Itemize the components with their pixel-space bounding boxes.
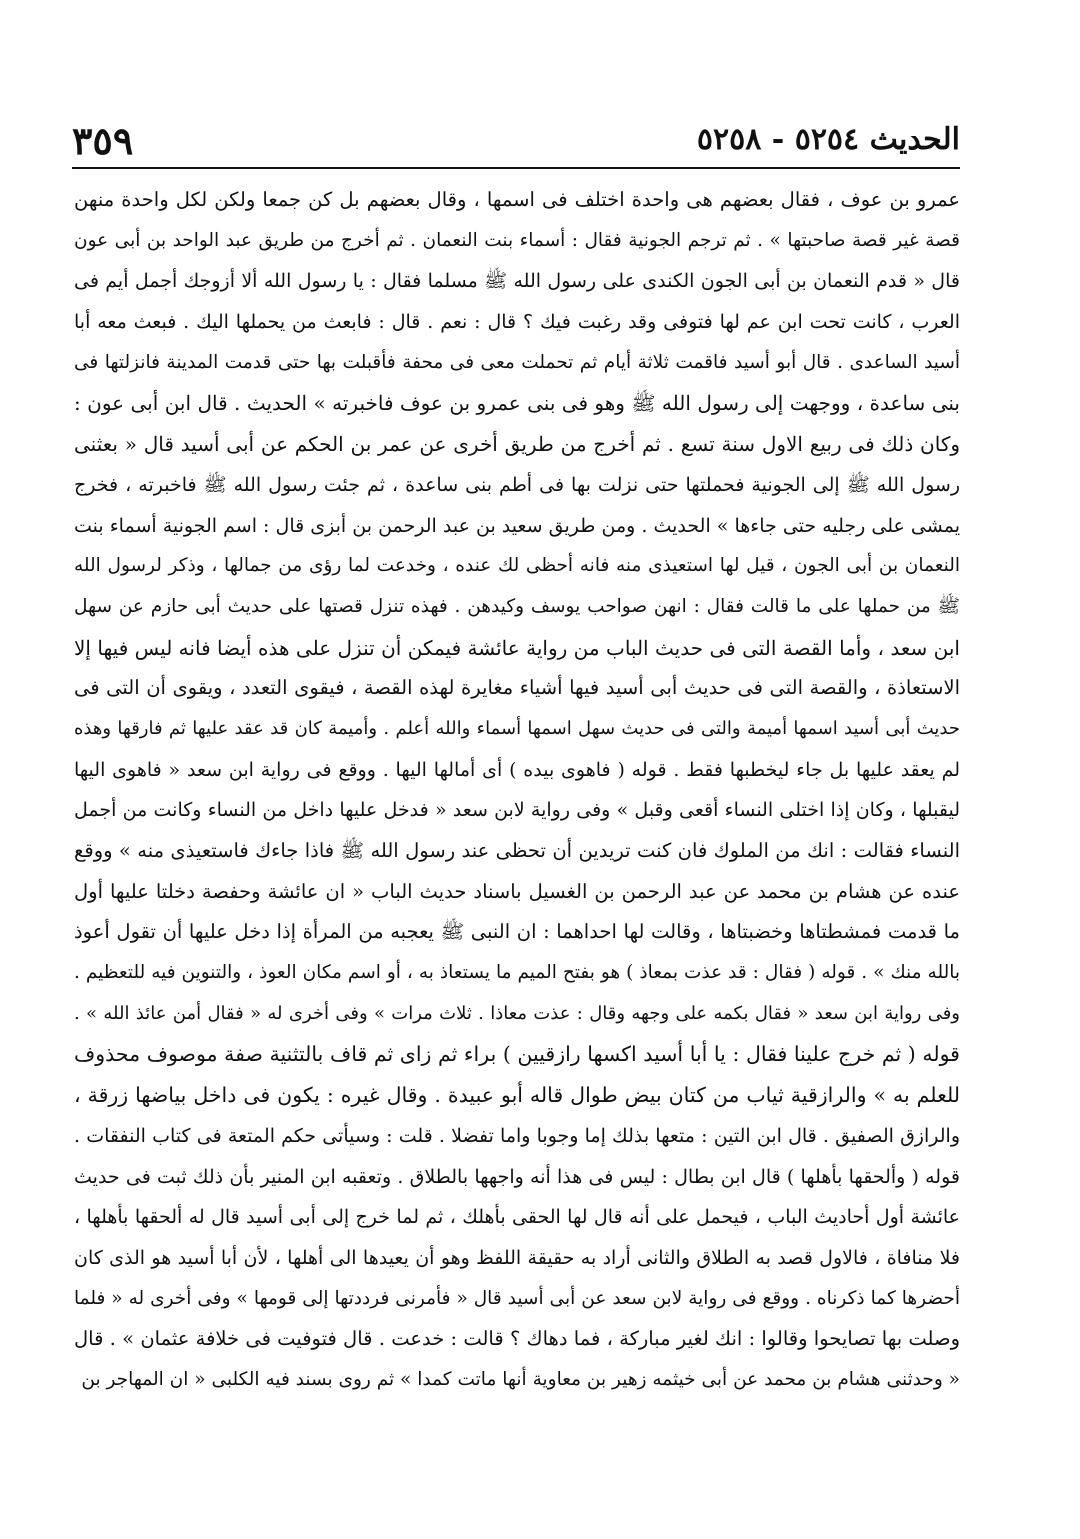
text-line: أسيد الساعدى . قال أبو أسيد فاقمت ثلاثة أيام ثم تحملت معى فى محفة فأقبلت بها حتى قدمت المدينة فانزلتها فى <box>74 351 960 373</box>
header-rule <box>72 167 960 169</box>
text-line: بنى ساعدة ، ووجهت إلى رسول الله ﷺ وهو فى بنى عمرو بن عوف فاخبرته » الحديث . قال ابن أبى عون : <box>74 391 960 416</box>
text-line: ابن سعد ، وأما القصة التى فى حديث الباب من رواية عائشة فيمكن أن تنزل على هذه أيضا فانه ليس فيها إلا <box>74 635 960 660</box>
text-line: ما قدمت فمشطتاها وخضبتاها ، وقالت لها احداهما : ان النبى ﷺ يعجبه من المرأة إذا دخل عليها أن تقول أعوذ <box>74 920 960 944</box>
text-line: قوله ( وألحقها بأهلها ) قال ابن بطال : ليس فى هذا أنه واجهها بالطلاق . وتعقبه ابن المنير بأن ذلك ثبت فى حديث <box>74 1165 960 1188</box>
text-line: عمرو بن عوف ، فقال بعضهم هى واحدة اختلف فى اسمها ، وقال بعضهم بل كن جمعا ولكن لكل واحدة منهن <box>74 188 960 211</box>
running-title: الحديث ٥٢٥٤ - ٥٢٥٨ <box>696 122 960 157</box>
text-line: العرب ، كانت تحت ابن عم لها فتوفى وقد رغبت فيك ؟ قال : نعم . قال : فابعث من يحملها اليك . فبعث معه أبا <box>74 311 960 334</box>
text-line: والرازق الصفيق . قال ابن التين : متعها بذلك إما وجوبا واما تفضلا . قلت : وسيأتى حكم المتعة فى كتاب النفقات . <box>74 1124 960 1147</box>
text-line: للعلم به » والرازقية ثياب من كتان بيض طوال قاله أبو عبيدة . وقال غيره : يكون فى داخل بياضها زرقة ، <box>74 1083 960 1108</box>
text-line: ﷺ من حملها على ما قالت فقال : انهن صواحب يوسف وكيدهن . فهذه تنزل قصتها على حديث أبى حازم عن سهل <box>74 595 960 617</box>
text-line: النعمان بن أبى الجون ، قيل لها استعيذى منه فانه أحظى لك عنده ، وخدعت لما رؤى من جمالها ، وذكر لرسول الله <box>74 555 960 577</box>
text-line: عائشة أول أحاديث الباب ، فيحمل على أنه قال لها الحقى بأهلك ، ثم لما خرج إلى أبى أسيد قال له ألحقها بأهلها ، <box>74 1206 960 1229</box>
text-line: قوله ( ثم خرج علينا فقال : يا أبا أسيد اكسها رازقيين ) براء ثم زاى ثم قاف بالتثنية صفة موصوف محذوف <box>74 1042 960 1067</box>
text-line: بالله منك » . قوله ( فقال : قد عذت بمعاذ ) هو بفتح الميم ما يستعاذ به ، أو اسم مكان العوذ ، والتنوين فيه للتعظيم . <box>74 962 960 984</box>
page-header <box>72 118 960 166</box>
text-line: لم يعقد عليها بل جاء ليخطبها فقط . قوله ( فاهوى بيده ) أى أمالها اليها . ووقع فى رواية ابن سعد « فاهوى اليها <box>74 758 960 781</box>
text-line: يمشى على رجليه حتى جاءها » الحديث . ومن طريق سعيد بن عبد الرحمن بن أبزى قال : اسم الجونية أسماء بنت <box>74 514 960 537</box>
text-line: الاستعاذة ، والقصة التى فى حديث أبى أسيد فيها أشياء مغايرة لهذه القصة ، فيقوى التعدد ، ويقوى أن التى فى <box>74 676 960 700</box>
text-line: وصلت بها تصايحوا وقالوا : انك لغير مباركة ، فما دهاك ؟ قالت : خدعت . قال فتوفيت فى خلافة عثمان » . قال <box>74 1327 960 1351</box>
text-line: رسول الله ﷺ إلى الجونية فحملتها حتى نزلت بها فى أطم بنى ساعدة ، ثم جئت رسول الله ﷺ فاخبرته ، فخرج <box>74 473 960 496</box>
text-line: قال « قدم النعمان بن أبى الجون الكندى على رسول الله ﷺ مسلما فقال : يا رسول الله ألا أزوجك أجمل أيم فى <box>74 270 960 293</box>
text-line: ليقبلها ، وكان إذا اختلى النساء أقعى وقبل » وفى رواية لابن سعد « فدخل عليها داخل من النساء وكانت من أجمل <box>74 799 960 822</box>
page-number: ٣٥٩ <box>72 118 134 163</box>
text-line: فلا منافاة ، فالاول قصد به الطلاق والثانى أراد به حقيقة اللفظ وهو أن يعيدها الى أهلها ، لأن أبا أسيد هو الذى كان <box>74 1246 960 1269</box>
text-line: النساء فقالت : انك من الملوك فان كنت تريدين أن تحظى عند رسول الله ﷺ فاذا جاءك فاستعيذى منه » ووقع <box>74 839 960 862</box>
text-line: وكان ذلك فى ربيع الاول سنة تسع . ثم أخرج من طريق أخرى عن عمر بن الحكم عن أبى أسيد قال « بعثنى <box>74 432 960 457</box>
text-line: أحضرها كما ذكرناه . ووقع فى رواية لابن سعد عن أبى أسيد قال « فأمرنى فرددتها إلى قومها » وفى أخرى له « فلما <box>74 1287 960 1309</box>
text-line: حديث أبى أسيد اسمها أميمة والتى فى حديث سهل اسمها أسماء والله أعلم . وأميمة كان قد عقد عليها ثم فارقها وهذه <box>74 717 960 739</box>
text-line: وفى رواية ابن سعد « فقال بكمه على وجهه وقال : عذت معاذا . ثلاث مرات » وفى أخرى له « فقال أمن عائذ الله » . <box>74 1002 960 1024</box>
text-line: قصة غير قصة صاحبتها » . ثم ترجم الجونية فقال : أسماء بنت النعمان . ثم أخرج من طريق عبد الواحد بن أبى عون <box>74 229 960 251</box>
text-line: عنده عن هشام بن محمد عن عبد الرحمن بن الغسيل باسناد حديث الباب « ان عائشة وحفصة دخلتا عليها أول <box>74 879 960 903</box>
text-line: « وحدثنى هشام بن محمد عن أبى خيثمه زهير بن معاوية أنها ماتت كمدا » ثم روى بسند فيه الكلبى « ان المهاجر بن <box>81 1368 960 1390</box>
body-text <box>74 180 960 1401</box>
